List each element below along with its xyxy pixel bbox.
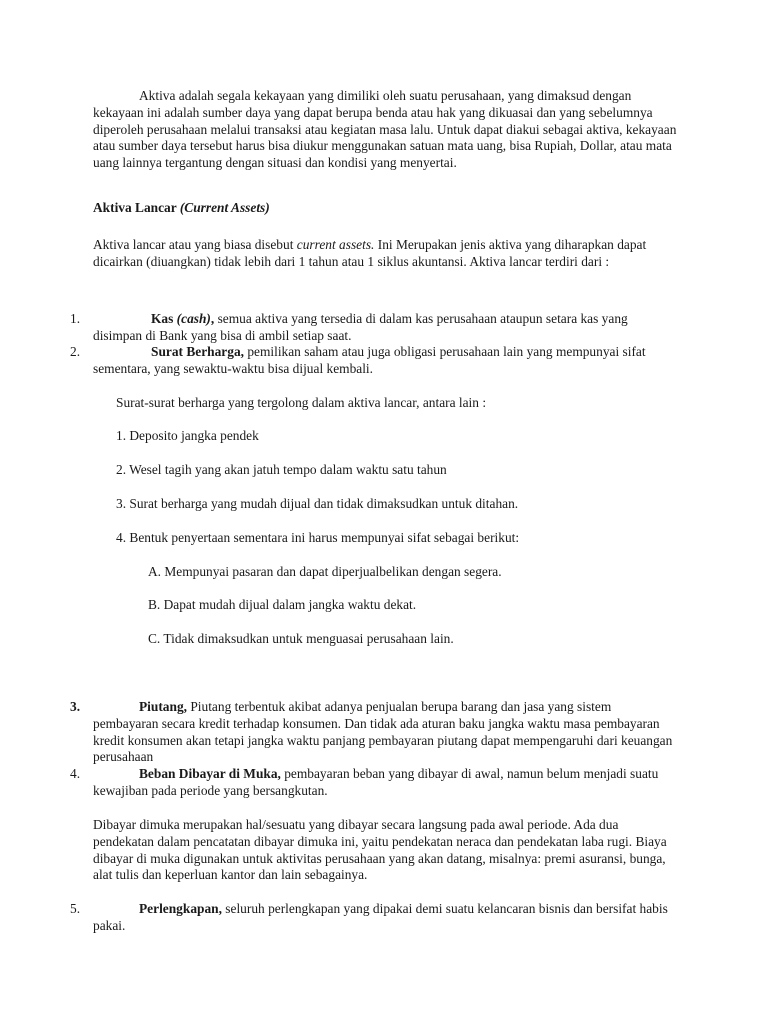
item-description: pemilikan saham atau juga obligasi perusahaan lain yang mempunyai sifat sementara, yang sewaktu-waktu bisa dijual kembali.: [93, 344, 646, 376]
item-description: pembayaran beban yang dibayar di awal, namun belum menjadi suatu kewajiban pada periode yang bersangkutan.: [93, 766, 659, 798]
list-item: [93, 766, 678, 800]
securities-sublist-item: A. Mempunyai pasaran dan dapat diperjualbelikan dengan segera.: [148, 564, 502, 579]
list-item: [93, 344, 678, 378]
section-heading: [93, 200, 678, 217]
list-item: [93, 901, 678, 935]
item-number: 3.: [70, 699, 81, 714]
item-description: Piutang terbentuk akibat adanya penjualan berupa barang dan jasa yang sistem pembayaran secara kredit terhadap konsumen. Dan tidak ada aturan baku jangka waktu masa pembayaran kredit konsumen akan tetapi jangka waktu panjang pembayaran piutang dapat mempengaruhi dari keuangan perusahaan: [93, 699, 673, 765]
definition-italic: current assets.: [296, 237, 375, 252]
list-item: [93, 699, 678, 766]
heading-main: Aktiva Lancar: [93, 200, 177, 215]
item-number: 5.: [70, 901, 81, 916]
definition-after: Ini Merupakan jenis aktiva yang diharapkan dapat dicairkan (diuangkan) tidak lebih dari 1 tahun atau 1 siklus akuntansi. Aktiva lancar terdiri dari :: [93, 237, 647, 269]
item-term: Surat Berharga,: [151, 344, 244, 359]
item-term: Kas (cash),: [151, 311, 215, 326]
item-number: 1.: [70, 311, 81, 326]
securities-list-item: 1. Deposito jangka pendek: [116, 428, 259, 443]
securities-sublist-item: B. Dapat mudah dijual dalam jangka waktu dekat.: [148, 597, 417, 612]
item-number: 4.: [70, 766, 81, 781]
intro-paragraph: [93, 88, 678, 172]
securities-list-item: 3. Surat berharga yang mudah dijual dan tidak dimaksudkan untuk ditahan.: [116, 496, 519, 511]
intro-text: Aktiva adalah segala kekayaan yang dimiliki oleh suatu perusahaan, yang dimaksud dengan kekayaan ini adalah sumber daya yang dapat berupa benda atau hak yang dikuasai dan yang sebelumnya diperoleh perusahaan melalui transaksi atau kegiatan masa lalu. Untuk dapat diakui sebagai aktiva, kekayaan atau sumber daya tersebut harus bisa diukur menggunakan satuan mata uang, bisa Rupiah, Dollar, atau mata uang lainnya tergantung dengan situasi dan kondisi yang menyertai.: [93, 88, 677, 171]
definition-before: Aktiva lancar atau yang biasa disebut: [93, 237, 297, 252]
securities-intro: Surat-surat berharga yang tergolong dalam aktiva lancar, antara lain :: [116, 395, 487, 410]
heading-italic: (Current Assets): [179, 200, 270, 215]
securities-sublist-item: C. Tidak dimaksudkan untuk menguasai perusahaan lain.: [148, 631, 454, 646]
item-term: Beban Dibayar di Muka,: [139, 766, 281, 781]
item-number: 2.: [70, 344, 81, 359]
securities-list-item: 4. Bentuk penyertaan sementara ini harus mempunyai sifat sebagai berikut:: [116, 530, 520, 545]
item-term: Piutang,: [139, 699, 187, 714]
definition-paragraph: [93, 237, 678, 271]
item-description: seluruh perlengkapan yang dipakai demi suatu kelancaran bisnis dan bersifat habis pakai.: [93, 901, 668, 933]
securities-list-item: 2. Wesel tagih yang akan jatuh tempo dalam waktu satu tahun: [116, 462, 447, 477]
item-description: semua aktiva yang tersedia di dalam kas perusahaan ataupun setara kas yang disimpan di Bank yang bisa di ambil setiap saat.: [93, 311, 628, 343]
prepaid-note: Dibayar dimuka merupakan hal/sesuatu yang dibayar secara langsung pada awal periode. Ada dua pendekatan dalam pencatatan dibayar dimuka ini, yaitu pendekatan neraca dan pendekatan laba rugi. Biaya dibayar di muka digunakan untuk aktivitas perusahaan yang akan datang, misalnya: premi asuransi, bunga, alat tulis dan keperluan kantor dan lain sebagainya.: [93, 817, 667, 883]
list-item: [93, 311, 678, 345]
item-term: Perlengkapan,: [139, 901, 222, 916]
